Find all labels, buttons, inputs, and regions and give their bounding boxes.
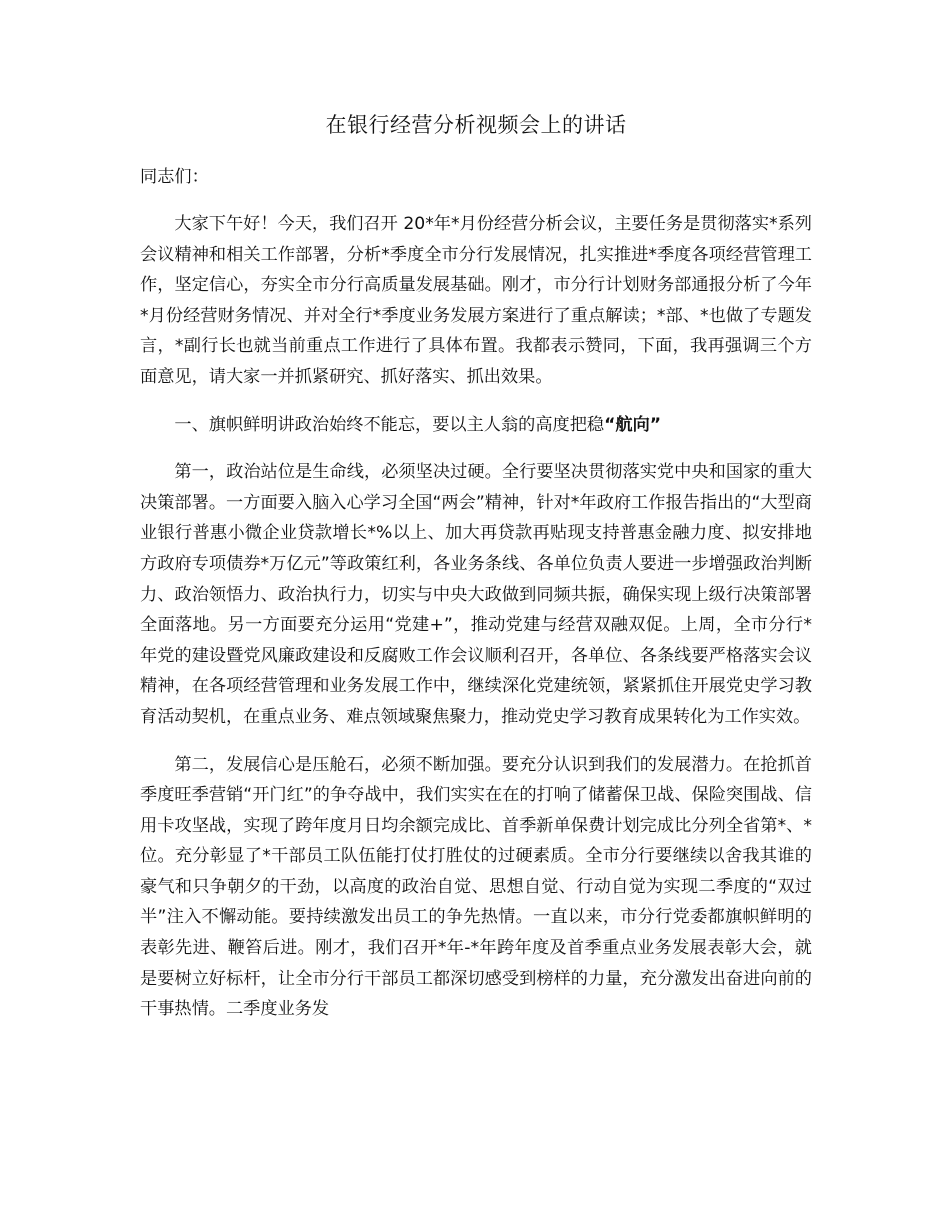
salutation: 同志们：	[140, 167, 209, 187]
section-heading-1	[140, 410, 812, 441]
paragraph-first-point: 第一，政治站位是生命线，必须坚决过硬。全行要坚决贯彻落实党中央和国家的重大决策部署。一方面要入脑入心学习全国“两会”精神，针对*年政府工作报告指出的“大型商业银行普惠小微企业贷款增长*%以上、加大再贷款再贴现支持普惠金融力度、拟安排地方政府专项债券*万亿元”等政策红利，各业务条线、各单位负责人要进一步增强政治判断力、政治领悟力、政治执行力，切实与中央大政做到同频共振，确保实现上级行决策部署全面落地。另一方面要充分运用“党建+”，推动党建与经营双融双促。上周，全市分行*年党的建设暨党风廉政建设和反腐败工作会议顺利召开，各单位、各条线要严格落实会议精神，在各项经营管理和业务发展工作中，继续深化党建统领，紧紧抓住开展党史学习教育活动契机，在重点业务、难点领域聚焦聚力，推动党史学习教育成果转化为工作实效。	[140, 462, 812, 727]
document-page	[140, 108, 812, 1042]
paragraph-second-point: 第二，发展信心是压舱石，必须不断加强。要充分认识到我们的发展潜力。在抢抓首季度旺季营销“开门红”的争夺战中，我们实实在在的打响了储蓄保卫战、保险突围战、信用卡攻坚战，实现了跨年度月日均余额完成比、首季新单保费计划完成比分列全省第*、*位。充分彰显了*干部员工队伍能打仗打胜仗的过硬素质。全市分行要继续以舍我其谁的豪气和只争朝夕的干劲，以高度的政治自觉、思想自觉、行动自觉为实现二季度的“双过半”注入不懈动能。要持续激发出员工的争先热情。一直以来，市分行党委都旗帜鲜明的表彰先进、鞭笞后进。刚才，我们召开*年-*年跨年度及首季重点业务发展表彰大会，就是要树立好标杆，让全市分行干部员工都深切感受到榜样的力量，充分激发出奋进向前的干事热情。二季度业务发	[140, 754, 812, 1020]
intro-paragraph: 大家下午好！今天，我们召开 20*年*月份经营分析会议，主要任务是贯彻落实*系列会议精神和相关工作部署，分析*季度全市分行发展情况，扎实推进*季度各项经营管理工作，坚定信心，夯实全市分行高质量发展基础。刚才，市分行计划财务部通报分析了今年*月份经营财务情况、并对全行*季度业务发展方案进行了重点解读；*部、*也做了专题发言，*副行长也就当前重点工作进行了具体布置。我都表示赞同，下面，我再强调三个方面意见，请大家一并抓紧研究、抓好落实、抓出效果。	[140, 214, 812, 387]
section-heading-1-quoted: “航向”	[604, 414, 662, 435]
section-heading-1-text: 一、旗帜鲜明讲政治始终不能忘，要以主人翁的高度把稳	[174, 414, 605, 435]
document-title: 在银行经营分析视频会上的讲话	[325, 113, 627, 137]
